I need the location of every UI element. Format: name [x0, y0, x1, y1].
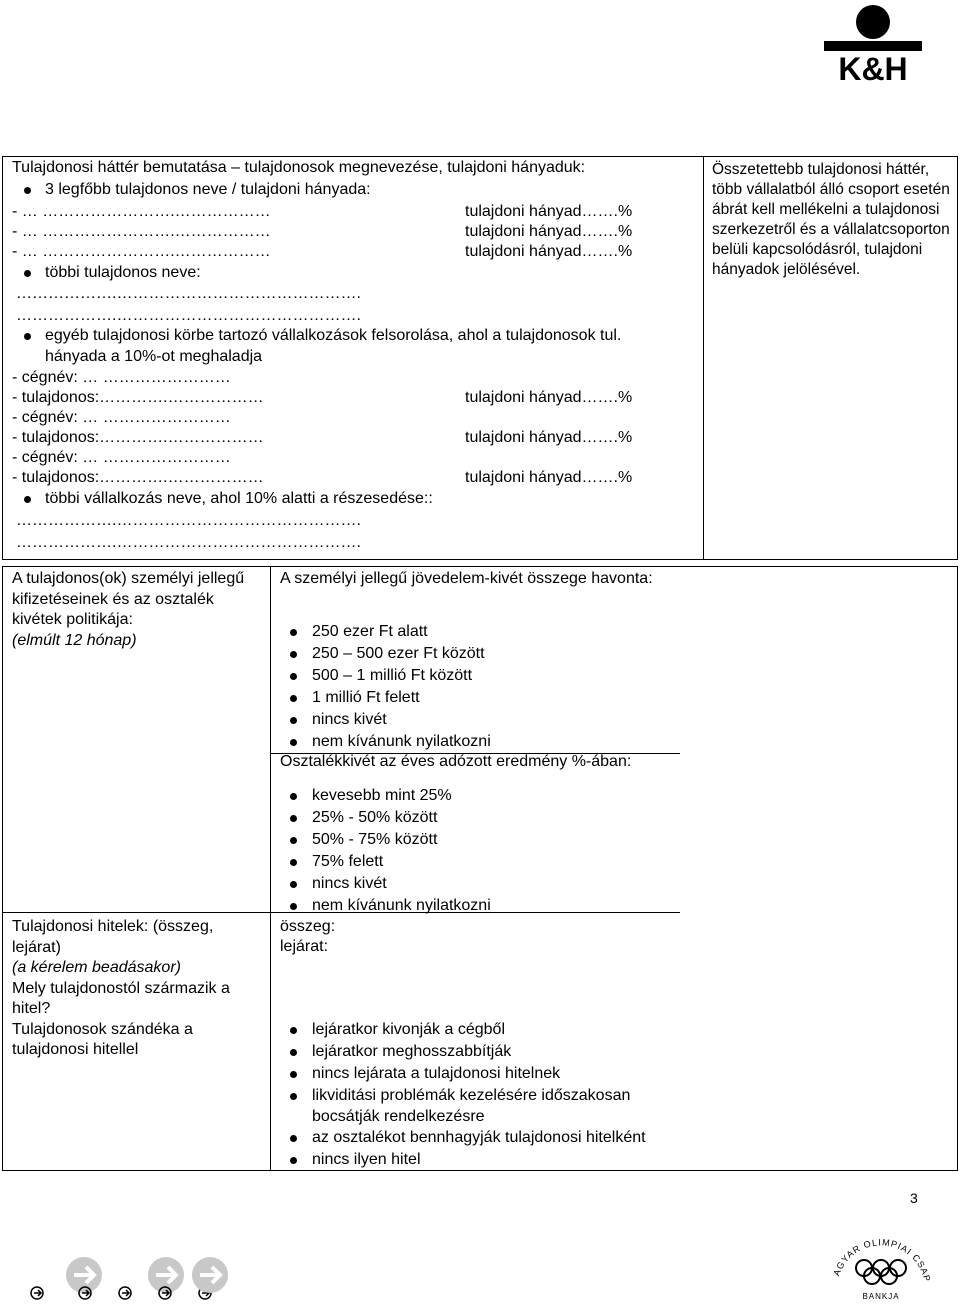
small-companies-dots-2[interactable]: ……………….……………………………………….: [16, 534, 361, 551]
dividend-title: Osztalékkivét az éves adózott eredmény %-ában:: [280, 753, 632, 770]
bullet-icon: [290, 837, 297, 844]
olympic-bank-text: BANKJA: [862, 1292, 900, 1301]
company-line-3[interactable]: - cégnév: … ……………………: [12, 449, 231, 466]
intent-option[interactable]: az osztalékot bennhagyják tulajdonosi hitelként: [312, 1129, 646, 1146]
affiliate-owner-line-2[interactable]: - tulajdonos:………….………………: [12, 429, 264, 446]
other-owners-label: többi tulajdonos neve:: [45, 264, 201, 281]
arrow-right-large-icon[interactable]: [190, 1255, 230, 1295]
bullet-icon: [24, 270, 31, 277]
loans-intent-label: Tulajdonosok szándéka a tulajdonosi hitellel: [12, 1020, 193, 1058]
personal-option[interactable]: 500 – 1 millió Ft között: [312, 667, 473, 684]
loans-left-label: Tulajdonosi hitelek: (összeg, lejárat): [12, 918, 214, 956]
personal-option[interactable]: 250 – 500 ezer Ft között: [312, 645, 485, 662]
dividend-option[interactable]: 25% - 50% között: [312, 809, 438, 826]
other-owners-dots-2[interactable]: ……………….……………………………………….: [16, 307, 361, 324]
dividend-option[interactable]: 75% felett: [312, 853, 384, 870]
bullet-icon: [290, 673, 297, 680]
other-owners-dots-1[interactable]: ……………….……………………………………….: [16, 285, 361, 302]
bullet-icon: [290, 1135, 297, 1142]
intent-option[interactable]: lejáratkor kivonják a cégből: [312, 1021, 505, 1038]
bullet-icon: [24, 333, 31, 340]
affiliates-label-2: hányada a 10%-ot meghaladja: [45, 348, 263, 365]
loans-source-label: Mely tulajdonostól származik a hitel?: [12, 979, 230, 1017]
owner-line-3[interactable]: - … …………………….………………: [12, 243, 271, 260]
bullet-icon: [290, 629, 297, 636]
bullet-icon: [290, 695, 297, 702]
payout-left-italic: (elmúlt 12 hónap): [12, 631, 137, 649]
company-line-1[interactable]: - cégnév: … ……………………: [12, 369, 231, 386]
olympic-team-seal: [826, 1212, 936, 1302]
payout-left-text: [12, 569, 262, 651]
arrow-right-icon[interactable]: [30, 1286, 46, 1300]
bullet-icon: [290, 881, 297, 888]
bullet-icon: [290, 717, 297, 724]
affiliate-share-2[interactable]: tulajdoni hányad…….%: [465, 429, 633, 446]
arrow-right-icon[interactable]: [118, 1286, 134, 1300]
bullet-icon: [290, 1027, 297, 1034]
company-line-2[interactable]: - cégnév: … ……………………: [12, 409, 231, 426]
arrow-right-icon[interactable]: [158, 1286, 174, 1300]
side-note: Összetettebb tulajdonosi háttér, több vállalatból álló csoport esetén ábrát kell mellékelni a tulajdonosi szerkezetről és a vállalatcsoporton belüli kapcsolódásról, tulajdoni hányadok jelölésével.: [712, 161, 950, 278]
ownership-title: Tulajdonosi háttér bemutatása – tulajdonosok megnevezése, tulajdoni hányaduk:: [12, 159, 586, 176]
loans-left-italic: (a kérelem beadásakor): [12, 959, 181, 976]
olympic-rings-icon: [826, 1212, 936, 1302]
dividend-option[interactable]: 50% - 75% között: [312, 831, 438, 848]
bullet-icon: [290, 1157, 297, 1164]
affiliate-owner-line-1[interactable]: - tulajdonos:………….………………: [12, 389, 264, 406]
bullet-icon: [290, 1071, 297, 1078]
personal-title: A személyi jellegű jövedelem-kivét összege havonta:: [280, 570, 653, 587]
loans-left-text: [12, 917, 262, 1061]
intent-option[interactable]: nincs ilyen hitel: [312, 1151, 421, 1168]
page-number: 3: [910, 1190, 918, 1206]
payout-left-label: A tulajdonos(ok) személyi jellegű kifizetéseinek és az osztalék kivétek politikája:: [12, 570, 245, 628]
dividend-option[interactable]: kevesebb mint 25%: [312, 787, 452, 804]
dividend-option[interactable]: nem kívánunk nyilatkozni: [312, 897, 491, 914]
intent-option[interactable]: nincs lejárata a tulajdonosi hitelnek: [312, 1065, 561, 1082]
arrow-right-icon[interactable]: [78, 1286, 94, 1300]
top3-label: 3 legfőbb tulajdonos neve / tulajdoni hányada:: [45, 181, 371, 198]
olympic-text: AGYAR OLIMPIAI CSAP: [831, 1237, 933, 1283]
affiliates-label-1: egyéb tulajdonosi körbe tartozó vállalkozások felsorolása, ahol a tulajdonosok tul.: [45, 327, 622, 344]
intent-option[interactable]: likviditási problémák kezelésére időszakosan: [312, 1087, 631, 1104]
bullet-icon: [290, 1049, 297, 1056]
kh-logo-mark: [822, 2, 924, 82]
owner-line-1[interactable]: - … …………………….………………: [12, 203, 271, 220]
kh-logo: [822, 2, 924, 82]
bullet-icon: [290, 903, 297, 910]
bullet-icon: [290, 1093, 297, 1100]
bullet-icon: [290, 739, 297, 746]
affiliate-owner-line-3[interactable]: - tulajdonos:………….………………: [12, 469, 264, 486]
bullet-icon: [290, 651, 297, 658]
loan-due-label[interactable]: lejárat:: [280, 938, 329, 955]
bullet-icon: [24, 187, 31, 194]
bullet-icon: [290, 815, 297, 822]
owner-share-3[interactable]: tulajdoni hányad…….%: [465, 243, 633, 260]
personal-option[interactable]: nincs kivét: [312, 711, 387, 728]
owner-share-1[interactable]: tulajdoni hányad…….%: [465, 203, 633, 220]
bullet-icon: [24, 496, 31, 503]
personal-option[interactable]: nem kívánunk nyilatkozni: [312, 733, 491, 750]
intent-option-continued[interactable]: bocsátják rendelkezésre: [312, 1108, 485, 1125]
owner-line-2[interactable]: - … …………………….………………: [12, 223, 271, 240]
small-companies-label: többi vállalkozás neve, ahol 10% alatti a részesedése::: [45, 490, 433, 507]
personal-option[interactable]: 1 millió Ft felett: [312, 689, 420, 706]
bullet-icon: [290, 793, 297, 800]
small-companies-dots-1[interactable]: ……………….……………………………………….: [16, 512, 361, 529]
bullet-icon: [290, 859, 297, 866]
intent-option[interactable]: lejáratkor meghosszabbítják: [312, 1043, 512, 1060]
owner-share-2[interactable]: tulajdoni hányad…….%: [465, 223, 633, 240]
personal-option[interactable]: 250 ezer Ft alatt: [312, 623, 428, 640]
affiliate-share-3[interactable]: tulajdoni hányad…….%: [465, 469, 633, 486]
dividend-option[interactable]: nincs kivét: [312, 875, 387, 892]
logo-text: K&H: [838, 51, 908, 82]
loan-amount-label[interactable]: összeg:: [280, 918, 336, 935]
affiliate-share-1[interactable]: tulajdoni hányad…….%: [465, 389, 633, 406]
